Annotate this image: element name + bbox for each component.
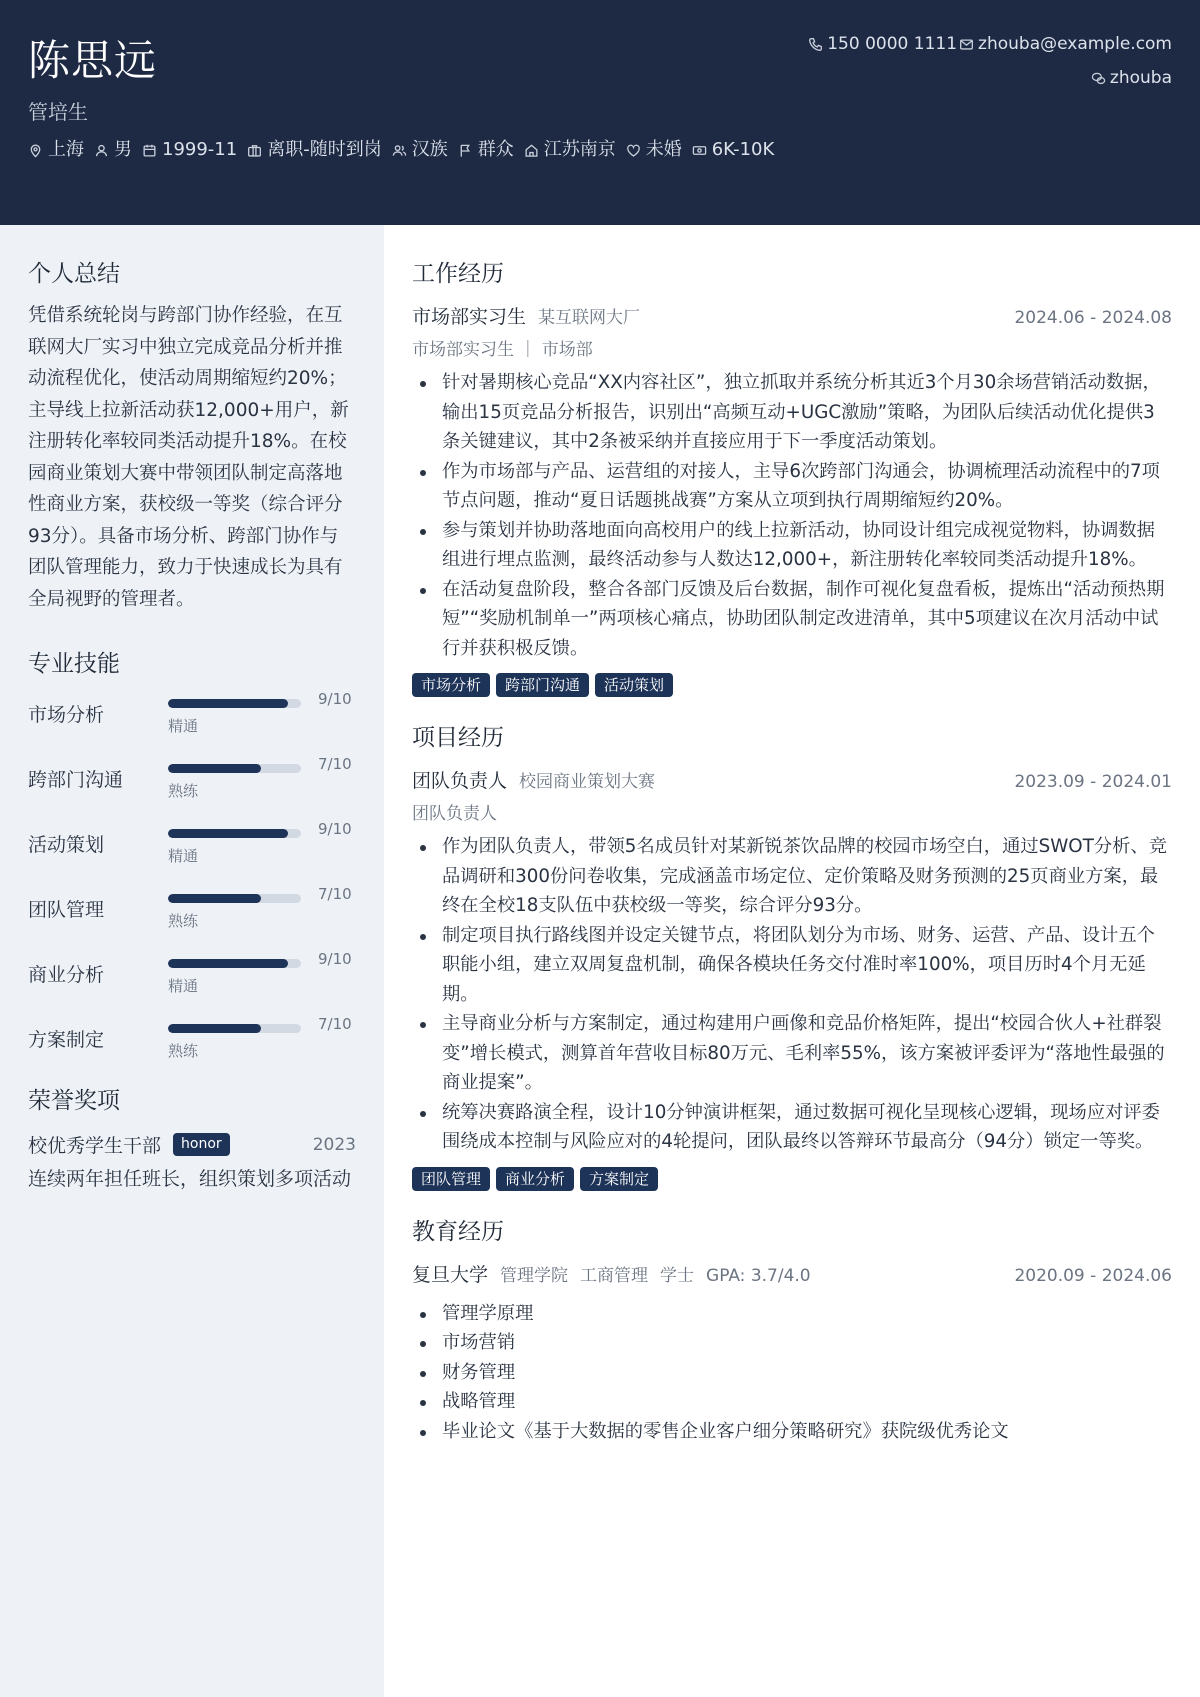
contact-row-main [808, 32, 1172, 56]
contact-phone-text: 150 0000 1111 [827, 34, 958, 54]
list-item: 作为市场部与产品、运营组的对接人，主导6次跨部门沟通会，协调梳理活动流程中的7项节点问题，推动“夏日话题挑战赛”方案从立项到执行周期缩短约20%。 [412, 457, 1172, 516]
meta-political [458, 137, 514, 163]
contact-email-text: zhouba@example.com [978, 34, 1172, 54]
list-item: 主导商业分析与方案制定，通过构建用户画像和竞品价格矩阵，提出“校园合伙人+社群裂变”增长模式，测算首年营收目标80万元、毛利率55%，该方案被评委评为“落地性最强的商业提案”。 [412, 1009, 1172, 1098]
skill-level: 熟练 [168, 1042, 199, 1060]
meta-status-text: 离职-随时到岗 [267, 139, 382, 160]
education-major: 工商管理 [580, 1265, 649, 1286]
work-heading: 工作经历 [412, 261, 504, 287]
list-item: 财务管理 [412, 1358, 1172, 1388]
list-item: 制定项目执行路线图并设定关键节点，将团队划分为市场、财务、运营、产品、设计五个职能小组，建立双周复盘机制，确保各模块任务交付准时率100%，项目历时4个月无延期。 [412, 921, 1172, 1010]
main-content [384, 225, 1200, 1697]
skill-score: 9/10 [318, 950, 352, 968]
project-date: 2023.09 - 2024.01 [1014, 772, 1172, 792]
education-school: 复旦大学 [412, 1263, 489, 1286]
phone-icon [808, 37, 823, 52]
project-subtitle: 团队负责人 [412, 804, 497, 824]
skill-score: 7/10 [318, 1015, 352, 1033]
meta-birth-text: 1999-11 [162, 139, 238, 160]
home-icon [524, 143, 539, 158]
contact-wechat-text: zhouba [1109, 68, 1172, 88]
work-subtitle: 市场部实习生 ｜ 市场部 [412, 340, 593, 360]
money-icon [692, 143, 707, 158]
summary-heading: 个人总结 [28, 261, 120, 287]
flag-icon [458, 143, 473, 158]
briefcase-icon [247, 143, 262, 158]
award-year: 2023 [312, 1134, 356, 1155]
award-badge: honor [173, 1133, 230, 1156]
skill-item [28, 952, 356, 1017]
education-courses [412, 1299, 1172, 1447]
mail-icon [959, 37, 974, 52]
skill-score: 7/10 [318, 755, 352, 773]
skill-bar-fill [168, 829, 288, 838]
heart-icon [626, 143, 641, 158]
skill-bar-fill [168, 699, 288, 708]
summary-text: 凭借系统轮岗与跨部门协作经验，在互联网大厂实习中独立完成竞品分析并推动流程优化，使活动周期缩短约20%；主导线上拉新活动获12,000+用户，新注册转化率较同类活动提升18%。在校园商业策划大赛中带领团队制定高落地性商业方案，获校级一等奖（综合评分93分）。具备市场分析、跨部门协作与团队管理能力，致力于快速成长为具有全局视野的管理者。 [28, 305, 349, 610]
skill-level: 精通 [168, 977, 199, 995]
list-item: 统筹决赛路演全程，设计10分钟演讲框架，通过数据可视化呈现核心逻辑，现场应对评委围绕成本控制与风险应对的4轮提问，团队最终以答辩环节最高分（94分）锁定一等奖。 [412, 1098, 1172, 1157]
skill-bar [168, 894, 301, 903]
skill-score: 9/10 [318, 820, 352, 838]
skill-item [28, 822, 356, 887]
wechat-icon [1091, 71, 1106, 86]
skill-level: 熟练 [168, 912, 199, 930]
skill-item [28, 757, 356, 822]
skill-item [28, 887, 356, 952]
skill-item [28, 692, 356, 757]
meta-political-text: 群众 [477, 139, 514, 160]
meta-hometown [524, 137, 616, 163]
education-college: 管理学院 [500, 1265, 569, 1286]
skills-heading: 专业技能 [28, 651, 120, 677]
project-bullets [412, 832, 1172, 1157]
candidate-name: 陈思远 [28, 36, 158, 85]
contact-phone[interactable] [808, 32, 957, 56]
project-tags [412, 1167, 1172, 1191]
meta-ethnicity-text: 汉族 [411, 139, 448, 160]
skill-name: 活动策划 [28, 834, 105, 856]
meta-salary [692, 137, 775, 163]
work-org: 某互联网大厂 [538, 308, 641, 328]
education-heading: 教育经历 [412, 1218, 504, 1245]
skill-bar-fill [168, 894, 261, 903]
work-role: 市场部实习生 [412, 306, 527, 328]
skill-tag: 市场分析 [412, 673, 490, 697]
meta-status [247, 137, 382, 163]
skill-name: 商业分析 [28, 964, 105, 986]
list-item: 毕业论文《基于大数据的零售企业客户细分策略研究》获院级优秀论文 [412, 1417, 1172, 1447]
award-description: 连续两年担任班长，组织策划多项活动 [28, 1168, 352, 1190]
skill-tag: 方案制定 [580, 1167, 658, 1191]
skill-score: 7/10 [318, 885, 352, 903]
awards-heading: 荣誉奖项 [28, 1088, 120, 1114]
skill-tag: 商业分析 [496, 1167, 574, 1191]
sidebar [0, 225, 384, 1697]
skill-level: 精通 [168, 717, 199, 735]
project-entry-header [412, 766, 1172, 793]
meta-marital-text: 未婚 [645, 139, 682, 160]
skill-bar-fill [168, 959, 288, 968]
calendar-icon [142, 143, 157, 158]
meta-location [28, 137, 84, 163]
work-tags [412, 673, 1172, 697]
skill-level: 精通 [168, 847, 199, 865]
candidate-title: 管培生 [28, 100, 88, 124]
project-org: 校园商业策划大赛 [519, 772, 656, 792]
skill-bar [168, 1024, 301, 1033]
list-item: 战略管理 [412, 1387, 1172, 1417]
list-item: 作为团队负责人，带领5名成员针对某新锐茶饮品牌的校园市场空白，通过SWOT分析、竞品调研和300份问卷收集，完成涵盖市场定位、定价策略及财务预测的25页商业方案，最终在全校18支队伍中获校级一等奖，综合评分93分。 [412, 832, 1172, 921]
work-entry-header [412, 302, 1172, 329]
skill-tag: 活动策划 [595, 673, 673, 697]
people-icon [392, 143, 407, 158]
meta-salary-text: 6K-10K [711, 139, 775, 160]
skill-name: 跨部门沟通 [28, 769, 124, 791]
skill-score: 9/10 [318, 690, 352, 708]
skill-item [28, 1017, 356, 1082]
contact-email[interactable] [959, 32, 1172, 56]
skill-bar [168, 959, 301, 968]
meta-marital [626, 137, 682, 163]
award-item [28, 1131, 356, 1158]
work-date: 2024.06 - 2024.08 [1014, 308, 1172, 328]
award-title: 校优秀学生干部 [28, 1135, 162, 1157]
skill-name: 团队管理 [28, 899, 105, 921]
skill-bar [168, 699, 301, 708]
skill-name: 市场分析 [28, 704, 105, 726]
meta-ethnicity [392, 137, 448, 163]
skill-bar-fill [168, 1024, 261, 1033]
education-degree: 学士 [660, 1265, 695, 1286]
meta-gender [94, 137, 132, 163]
meta-hometown-text: 江苏南京 [543, 139, 616, 160]
location-icon [28, 143, 43, 158]
list-item: 在活动复盘阶段，整合各部门反馈及后台数据，制作可视化复盘看板，提炼出“活动预热期短”“奖励机制单一”两项核心痛点，协助团队制定改进清单，其中5项建议在次月活动中试行并获积极反馈。 [412, 575, 1172, 664]
resume-header [0, 0, 1200, 225]
skill-tag: 团队管理 [412, 1167, 490, 1191]
skill-tag: 跨部门沟通 [496, 673, 589, 697]
education-gpa: GPA: 3.7/4.0 [706, 1265, 811, 1286]
meta-location-text: 上海 [48, 139, 84, 160]
skill-name: 方案制定 [28, 1029, 105, 1051]
skill-bar [168, 829, 301, 838]
skills-list [28, 692, 356, 1082]
list-item: 市场营销 [412, 1328, 1172, 1358]
skill-bar [168, 764, 301, 773]
skill-level: 熟练 [168, 782, 199, 800]
list-item: 管理学原理 [412, 1299, 1172, 1329]
meta-gender-text: 男 [114, 139, 132, 160]
work-bullets [412, 368, 1172, 663]
project-role: 团队负责人 [412, 770, 508, 792]
skill-bar-fill [168, 764, 261, 773]
list-item: 参与策划并协助落地面向高校用户的线上拉新活动，协同设计组完成视觉物料，协调数据组进行埋点监测，最终活动参与人数达12,000+，新注册转化率较同类活动提升18%。 [412, 516, 1172, 575]
contact-wechat[interactable] [1091, 66, 1172, 90]
list-item: 针对暑期核心竞品“XX内容社区”，独立抓取并系统分析其近3个月30余场营销活动数据，输出15页竞品分析报告，识别出“高频互动+UGC激励”策略，为团队后续活动优化提供3条关键建议，其中2条被采纳并直接应用于下一季度活动策划。 [412, 368, 1172, 457]
personal-info [28, 137, 788, 163]
user-icon [94, 143, 109, 158]
education-entry-header [412, 1260, 1172, 1287]
project-heading: 项目经历 [412, 725, 504, 751]
education-date: 2020.09 - 2024.06 [1014, 1265, 1172, 1286]
contact-info [808, 32, 1172, 90]
meta-birth [142, 137, 237, 163]
